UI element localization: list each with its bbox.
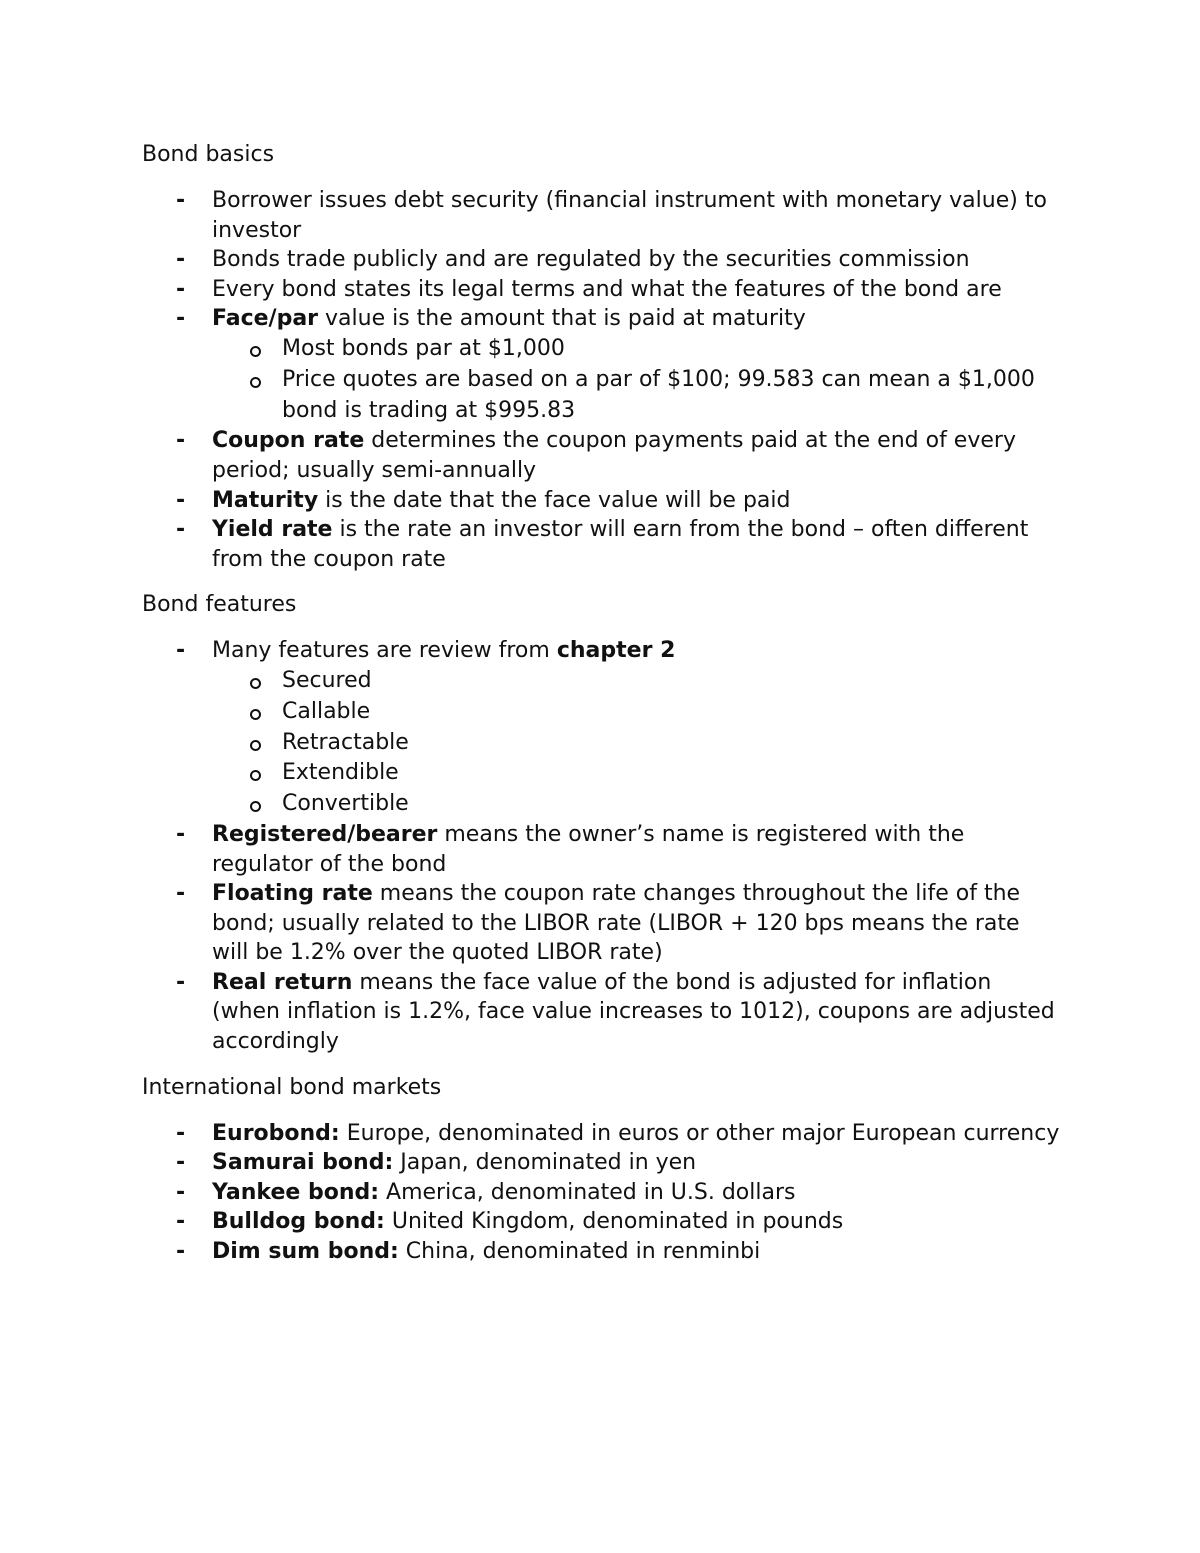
bold-term: Floating rate: [212, 881, 373, 907]
circle-bullet-icon: [250, 346, 261, 357]
list-item: [176, 968, 1060, 1057]
item-text: means the owner’s name is registered with the regulator of the bond: [212, 821, 965, 877]
dash-bullet-icon: -: [176, 1120, 186, 1146]
sub-item-text: Most bonds par at $1,000: [282, 335, 565, 361]
dash-bullet-icon: -: [176, 247, 186, 273]
list-item: [176, 275, 1060, 305]
bold-term: Bulldog bond:: [212, 1209, 385, 1235]
bold-term: Real return: [212, 969, 353, 995]
list-item: [176, 1119, 1060, 1149]
bold-term: chapter 2: [556, 638, 676, 664]
circle-bullet-icon: [250, 770, 261, 781]
circle-bullet-icon: [250, 377, 261, 388]
section-heading: Bond basics: [142, 142, 275, 167]
list-item: [176, 426, 1060, 485]
section-heading: International bond markets: [142, 1074, 442, 1100]
sub-item-text: Retractable: [282, 729, 409, 755]
list-item: [176, 1148, 1060, 1178]
dash-bullet-icon: -: [176, 306, 186, 332]
bullet-list: [142, 186, 1060, 574]
list-item: [176, 186, 1060, 245]
section-bond-basics: [142, 140, 1060, 574]
item-text: Bonds trade publicly and are regulated by the securities commission: [212, 247, 970, 273]
item-text: United Kingdom, denominated in pounds: [384, 1209, 844, 1235]
list-item: [176, 879, 1060, 968]
dash-bullet-icon: -: [176, 487, 186, 513]
sub-item-text: Price quotes are based on a par of $100; 99.583 can mean a $1,000 bond is trading at $995.83: [282, 366, 1035, 423]
bullet-list: [142, 1119, 1060, 1267]
list-item: [176, 245, 1060, 275]
sub-item-text: Secured: [282, 667, 372, 693]
item-text: Every bond states its legal terms and what the features of the bond are: [212, 276, 1002, 302]
circle-bullet-icon: [250, 740, 261, 751]
bold-term: Coupon rate: [212, 428, 365, 454]
item-text: determines the coupon payments paid at the end of every period; usually semi-annually: [212, 428, 1016, 483]
sub-list-item: [282, 758, 1060, 789]
bullet-list: [142, 636, 1060, 1056]
sub-list-item: [282, 789, 1060, 820]
sub-list-item: [282, 666, 1060, 697]
sub-list-item: [282, 697, 1060, 728]
section-heading: Bond features: [142, 592, 297, 618]
item-text: Japan, denominated in yen: [393, 1150, 697, 1176]
dash-bullet-icon: -: [176, 276, 186, 302]
dash-bullet-icon: -: [176, 821, 186, 847]
list-item: [176, 1178, 1060, 1208]
sub-item-text: Callable: [282, 698, 371, 724]
item-text: Borrower issues debt security (financial instrument with monetary value) to investor: [212, 188, 1047, 243]
bold-term: Eurobond:: [212, 1120, 340, 1146]
list-item: [176, 636, 1060, 820]
bold-term: Registered/bearer: [212, 821, 438, 847]
list-item: [176, 1207, 1060, 1237]
circle-bullet-icon: [250, 709, 261, 720]
list-item: [176, 486, 1060, 516]
list-item: [176, 820, 1060, 879]
item-text: is the date that the face value will be paid: [318, 487, 791, 513]
sub-list-item: [282, 365, 1060, 427]
sub-list-item: [282, 334, 1060, 365]
dash-bullet-icon: -: [176, 1239, 186, 1265]
list-item: [176, 515, 1060, 574]
sub-list-item: [282, 728, 1060, 759]
sub-item-text: Extendible: [282, 760, 399, 786]
item-text: Many features are review from: [212, 638, 557, 664]
item-text: means the coupon rate changes throughout the life of the bond; usually related to the LIBOR rate (LIBOR + 120 bps means the rate will be 1.2% over the quoted LIBOR rate): [212, 881, 1021, 966]
dash-bullet-icon: -: [176, 638, 186, 664]
circle-bullet-icon: [250, 678, 261, 689]
list-item: [176, 1237, 1060, 1267]
item-text: value is the amount that is paid at maturity: [318, 306, 806, 332]
dash-bullet-icon: -: [176, 969, 186, 995]
bold-term: Samurai bond:: [212, 1150, 394, 1176]
item-text: Europe, denominated in euros or other major European currency: [339, 1120, 1060, 1146]
dash-bullet-icon: -: [176, 881, 186, 907]
bold-term: Face/par: [212, 306, 319, 332]
section-international-bond-markets: [142, 1073, 1060, 1267]
dash-bullet-icon: -: [176, 1150, 186, 1176]
dash-bullet-icon: -: [176, 1209, 186, 1235]
item-text: means the face value of the bond is adjusted for inflation (when inflation is 1.2%, face value increases to 1012), coupons are adjusted accordingly: [212, 969, 1055, 1055]
dash-bullet-icon: -: [176, 1179, 186, 1205]
sub-item-text: Convertible: [282, 791, 409, 817]
dash-bullet-icon: -: [176, 428, 186, 454]
dash-bullet-icon: -: [176, 188, 186, 213]
bold-term: Yankee bond:: [212, 1179, 380, 1205]
sub-bullet-list: [212, 666, 1060, 820]
list-item: [176, 304, 1060, 426]
bold-term: Maturity: [212, 487, 319, 513]
section-bond-features: [142, 590, 1060, 1056]
bold-term: Yield rate: [212, 517, 333, 543]
sub-bullet-list: [212, 334, 1060, 426]
dash-bullet-icon: -: [176, 517, 186, 543]
item-text: America, denominated in U.S. dollars: [379, 1179, 796, 1205]
circle-bullet-icon: [250, 801, 261, 812]
bold-term: Dim sum bond:: [212, 1239, 399, 1265]
item-text: China, denominated in renminbi: [398, 1239, 761, 1265]
item-text: is the rate an investor will earn from the bond – often different from the coupon rate: [212, 517, 1029, 572]
